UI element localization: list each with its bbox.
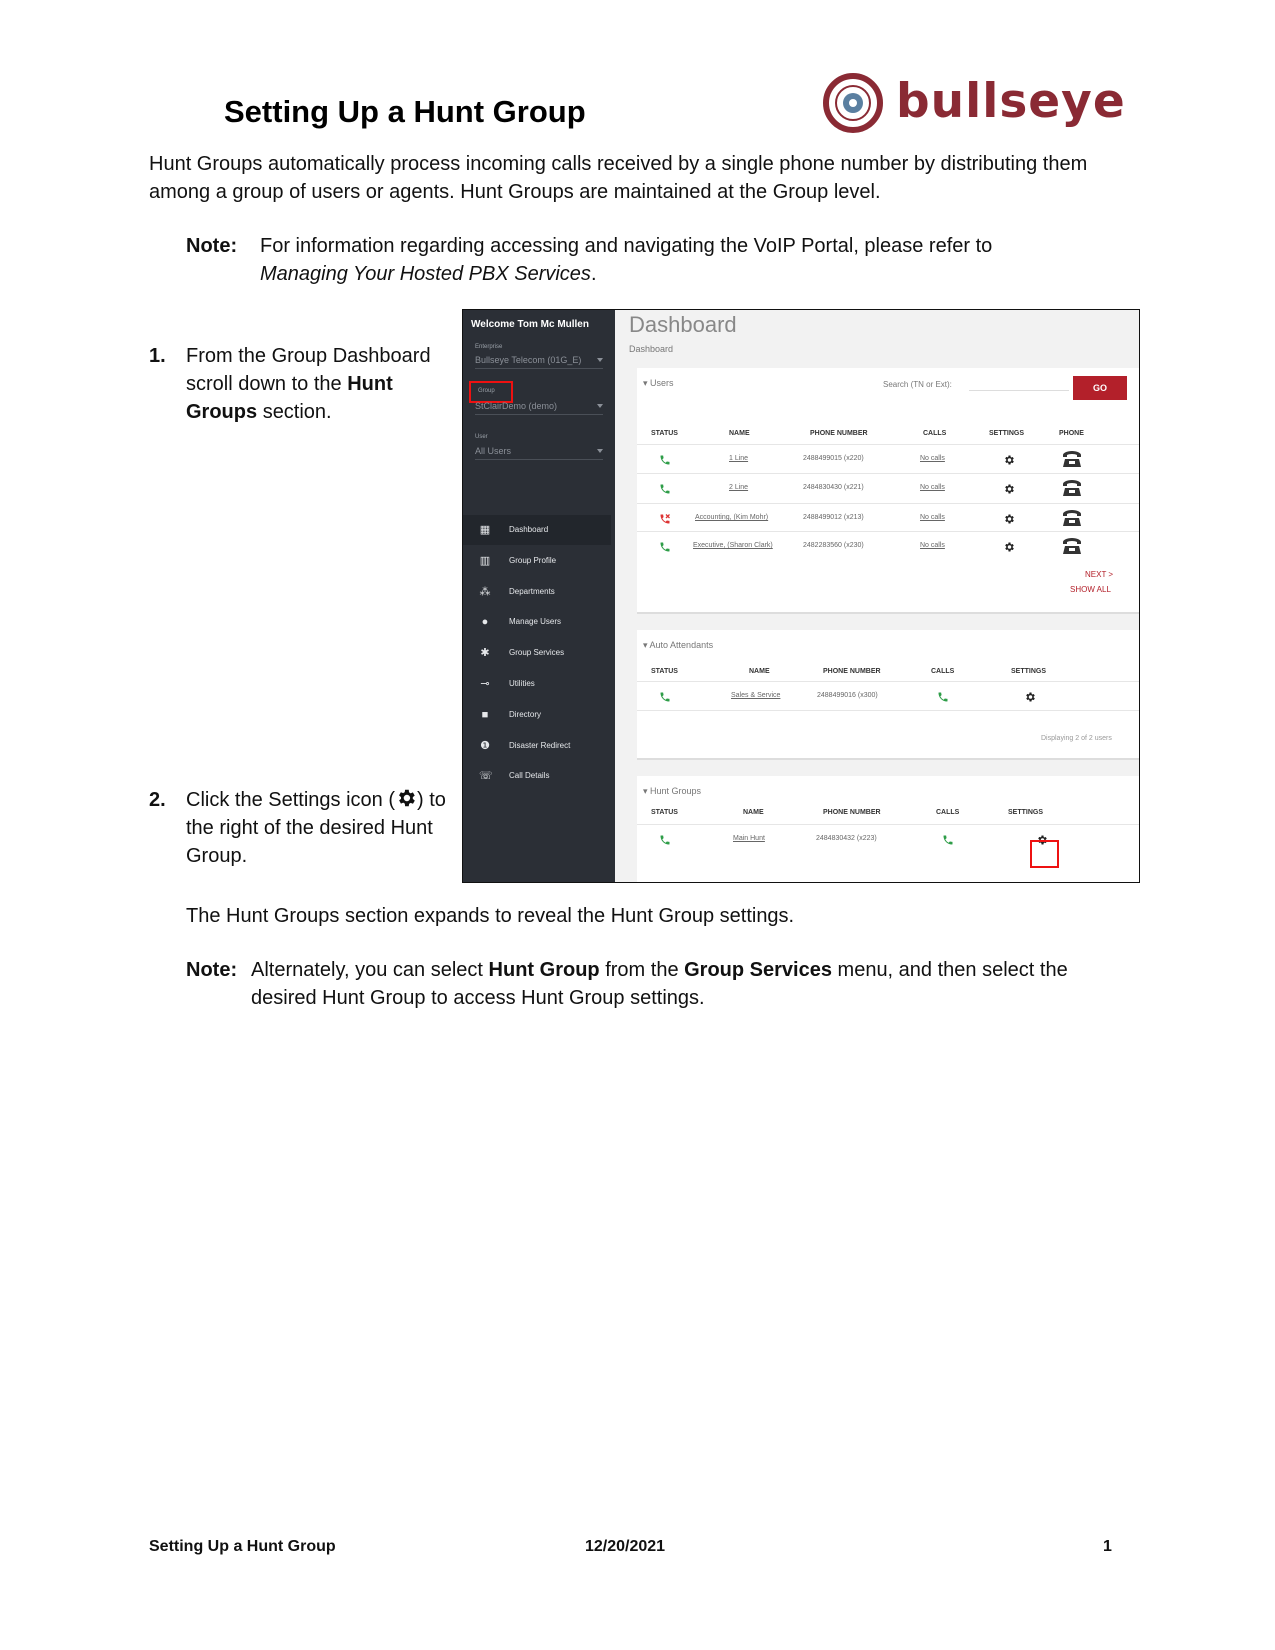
footer-date: 12/20/2021	[585, 1538, 666, 1555]
calls-phone-icon	[937, 690, 949, 702]
note-alternate	[186, 956, 1116, 1012]
bullseye-logo	[822, 72, 1126, 134]
user-icon: ●	[481, 616, 489, 628]
step-number: 2.	[149, 789, 166, 811]
sidebar-item-label: Group Services	[509, 648, 565, 657]
phone-active-icon	[659, 690, 671, 702]
calls-link[interactable]: No calls	[920, 484, 945, 491]
search-label: Search (TN or Ext):	[883, 380, 952, 389]
phone-icon: ☏	[479, 770, 493, 782]
step-2-end: ) to the right of the desired Hunt Group.	[186, 789, 446, 867]
phone-active-icon	[659, 453, 671, 465]
step-1-bold: Hunt Groups	[186, 373, 393, 423]
sitemap-icon: ⁂	[479, 586, 491, 598]
user-name-link[interactable]: 2 Line	[729, 484, 749, 491]
column-header: NAME	[743, 809, 764, 816]
calls-phone-icon	[942, 833, 954, 845]
auto-attendant-name-link[interactable]: Sales & Service	[731, 692, 781, 699]
column-header: CALLS	[936, 809, 960, 816]
users-panel	[637, 368, 1140, 614]
auto-attendants-heading-text: Auto Attendants	[649, 640, 714, 650]
logo-text: bullseye	[896, 74, 1126, 129]
next-link[interactable]: NEXT >	[1085, 570, 1114, 579]
row-divider	[637, 710, 1140, 711]
chevron-down-icon	[597, 449, 603, 453]
settings-gear-icon[interactable]	[1003, 482, 1015, 494]
phone-active-icon	[659, 540, 671, 552]
enterprise-select[interactable]	[475, 355, 603, 369]
footer-page-number: 1	[1103, 1538, 1112, 1555]
chevron-down-icon	[597, 404, 603, 408]
expand-text: The Hunt Groups section expands to reveal the Hunt Group settings.	[186, 905, 795, 927]
hunt-groups-heading[interactable]: ▾ Hunt Groups	[643, 786, 702, 796]
user-label: User	[475, 434, 488, 440]
hunt-groups-panel	[637, 776, 1140, 883]
enterprise-label: Enterprise	[475, 344, 503, 350]
gear-icon: ✱	[480, 647, 490, 659]
settings-highlight-box	[1030, 840, 1059, 868]
column-header: CALLS	[923, 430, 947, 437]
step-1-text: From the Group Dashboard scroll down to the	[186, 345, 431, 395]
chevron-down-icon	[597, 358, 603, 362]
note-reference-title: Managing Your Hosted PBX Services	[260, 263, 591, 285]
calls-link[interactable]: No calls	[920, 542, 945, 549]
settings-gear-icon[interactable]	[1003, 512, 1015, 524]
intro-paragraph: Hunt Groups automatically process incoming calls received by a single phone number by distributing them among a group of users or agents. Hunt Groups are maintained at the Group level.	[149, 153, 1088, 203]
users-heading-text: Users	[650, 378, 674, 388]
note2-text-a: Alternately, you can select	[251, 959, 483, 981]
auto-attendants-panel	[637, 630, 1140, 760]
dashboard-title: Dashboard	[629, 312, 737, 337]
note2-bold-hunt-group: Hunt Group	[488, 959, 600, 981]
row-divider	[637, 444, 1140, 445]
note2-bold-group-services: Group Services	[684, 959, 832, 981]
column-header: STATUS	[651, 668, 678, 675]
building-icon: ▥	[479, 555, 491, 567]
desk-phone-icon[interactable]	[1061, 478, 1083, 498]
bullseye-target-icon	[822, 72, 888, 134]
enterprise-value: Bullseye Telecom (01G_E)	[475, 355, 582, 365]
footer-title: Setting Up a Hunt Group	[149, 1538, 336, 1555]
settings-gear-icon[interactable]	[1003, 540, 1015, 552]
sidebar-item-label: Manage Users	[509, 617, 562, 626]
auto-attendants-heading[interactable]: ▾ Auto Attendants	[643, 640, 714, 650]
settings-gear-icon	[395, 787, 417, 809]
column-header: CALLS	[931, 668, 955, 675]
show-all-link[interactable]: SHOW ALL	[1070, 585, 1111, 594]
folder-icon: ■	[481, 709, 489, 721]
row-divider	[637, 473, 1140, 474]
column-header: NAME	[729, 430, 750, 437]
group-value: StClairDemo (demo)	[475, 401, 558, 411]
users-heading[interactable]: ▾ Users	[643, 378, 674, 388]
phone-number: 2484830430 (x221)	[803, 484, 864, 491]
sidebar-item-label: Disaster Redirect	[509, 741, 571, 750]
desk-phone-icon[interactable]	[1061, 508, 1083, 528]
sidebar-item-label: Dashboard	[509, 525, 549, 534]
key-icon: ⊸	[480, 678, 490, 690]
phone-number: 2488499016 (x300)	[817, 692, 878, 699]
user-value: All Users	[475, 446, 512, 456]
row-divider	[637, 503, 1140, 504]
settings-gear-icon[interactable]	[1024, 690, 1036, 702]
row-divider	[637, 681, 1140, 682]
note-period: .	[590, 263, 597, 285]
user-name-link[interactable]: Accounting, (Kim Mohr)	[695, 514, 769, 521]
desk-phone-icon[interactable]	[1061, 536, 1083, 556]
phone-number: 2488499012 (x213)	[803, 514, 864, 521]
page-title: Setting Up a Hunt Group	[224, 94, 586, 129]
row-divider	[637, 531, 1140, 532]
column-header: STATUS	[651, 430, 678, 437]
column-header: SETTINGS	[989, 430, 1025, 437]
breadcrumb[interactable]: Dashboard	[629, 344, 674, 354]
column-header: SETTINGS	[1011, 668, 1047, 675]
portal-sidebar	[463, 310, 615, 882]
phone-off-icon	[659, 512, 671, 524]
note-text: For information regarding accessing and navigating the VoIP Portal, please refer to	[260, 235, 993, 257]
column-header: PHONE	[1059, 430, 1084, 437]
column-header: PHONE NUMBER	[823, 809, 881, 816]
note-label: Note:	[186, 235, 238, 257]
step-number: 1.	[149, 345, 166, 367]
note-label: Note:	[186, 959, 238, 981]
search-input[interactable]	[969, 390, 1069, 391]
calls-link[interactable]: No calls	[920, 455, 945, 462]
column-header: SETTINGS	[1008, 809, 1044, 816]
sidebar-item-label: Call Details	[509, 771, 550, 780]
hunt-group-name-link[interactable]: Main Hunt	[733, 835, 765, 842]
sidebar-item-label: Utilities	[509, 679, 535, 688]
alert-icon: ❶	[480, 740, 490, 752]
user-name-link[interactable]: Executive, (Sharon Clark)	[693, 542, 773, 549]
step-1-end: section.	[262, 401, 332, 423]
phone-number: 2488499015 (x220)	[803, 455, 864, 462]
user-select[interactable]	[475, 446, 603, 460]
column-header: PHONE NUMBER	[823, 668, 881, 675]
welcome-text: Welcome Tom Mc Mullen	[471, 319, 589, 330]
calls-link[interactable]: No calls	[920, 514, 945, 521]
row-divider	[637, 824, 1140, 825]
note-portal-reference	[186, 232, 1086, 288]
group-label: Group	[478, 388, 495, 394]
dashboard-icon: ▦	[479, 524, 491, 536]
column-header: PHONE NUMBER	[810, 430, 868, 437]
note2-text-e: menu, and then select the desired Hunt Group to access Hunt Group settings.	[251, 959, 1068, 1009]
note2-text-c: from the	[605, 959, 679, 981]
step-2-text: Click the Settings icon (	[186, 789, 395, 811]
user-name-link[interactable]: 1 Line	[729, 455, 749, 462]
hunt-groups-heading-text: Hunt Groups	[650, 786, 702, 796]
step-1	[149, 342, 449, 426]
sidebar-item-label: Directory	[509, 710, 542, 719]
phone-number: 2484830432 (x223)	[816, 835, 877, 842]
phone-active-icon	[659, 833, 671, 845]
settings-gear-icon[interactable]	[1003, 453, 1015, 465]
desk-phone-icon[interactable]	[1061, 449, 1083, 469]
portal-screenshot	[462, 309, 1140, 883]
sidebar-item-label: Departments	[509, 587, 555, 596]
displaying-count: Displaying 2 of 2 users	[1041, 735, 1112, 742]
column-header: NAME	[749, 668, 770, 675]
step-2	[149, 786, 449, 870]
sidebar-item-label: Group Profile	[509, 556, 557, 565]
go-button[interactable]: GO	[1073, 376, 1127, 400]
phone-number: 2482283560 (x230)	[803, 542, 864, 549]
portal-main	[615, 310, 1139, 882]
group-select[interactable]	[475, 401, 603, 415]
column-header: STATUS	[651, 809, 678, 816]
phone-active-icon	[659, 482, 671, 494]
